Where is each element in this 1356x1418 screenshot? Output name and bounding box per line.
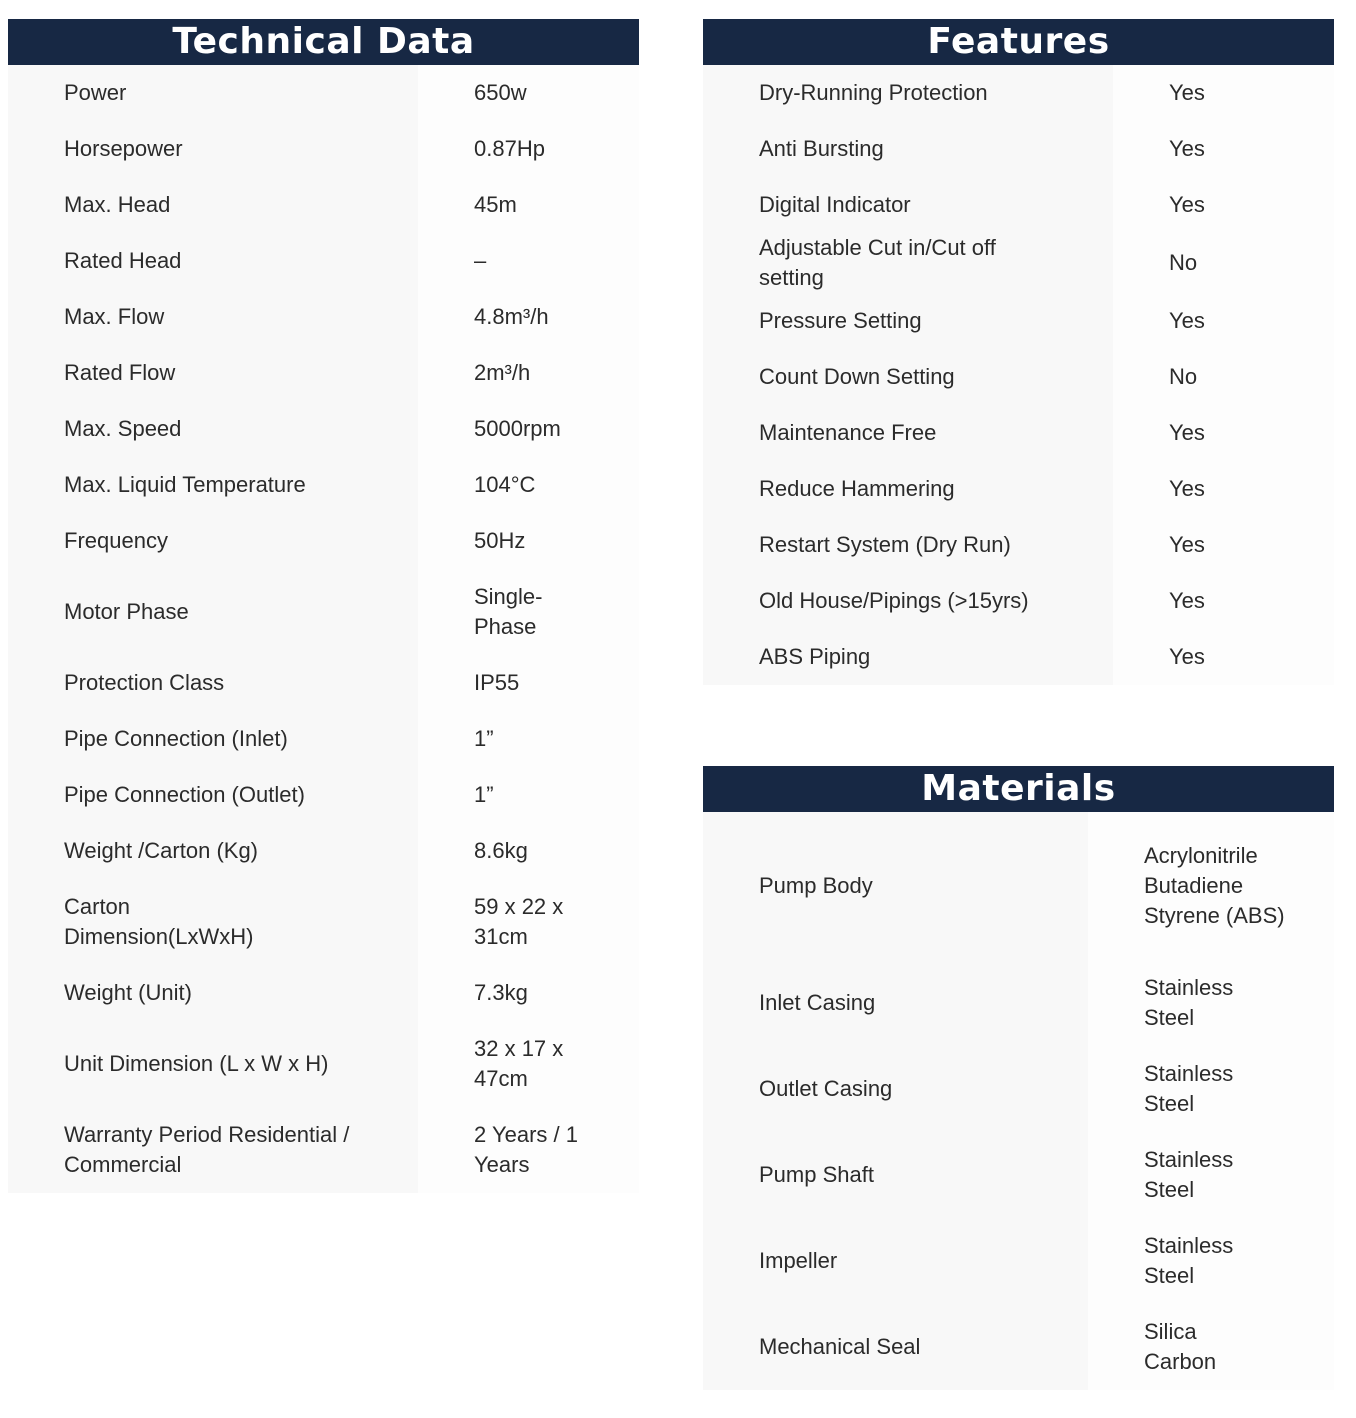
technical-data-panel	[8, 19, 639, 1193]
spec-label: Warranty Period Residential / Commercial	[8, 1107, 418, 1193]
feature-value: Yes	[1113, 121, 1334, 177]
table-row	[703, 177, 1334, 233]
table-row	[8, 1107, 639, 1193]
table-row	[8, 401, 639, 457]
spec-label: Rated Head	[8, 233, 418, 289]
table-row	[8, 655, 639, 711]
table-row	[8, 879, 639, 965]
feature-label: Dry-Running Protection	[703, 65, 1113, 121]
table-row	[8, 823, 639, 879]
feature-label: Digital Indicator	[703, 177, 1113, 233]
feature-value: No	[1113, 349, 1334, 405]
feature-label: Restart System (Dry Run)	[703, 517, 1113, 573]
material-label: Pump Body	[703, 812, 1088, 960]
feature-label: Count Down Setting	[703, 349, 1113, 405]
spec-value: 8.6kg	[418, 823, 639, 879]
table-row	[703, 233, 1334, 293]
features-title: Features	[703, 19, 1334, 65]
table-row	[8, 233, 639, 289]
table-row	[8, 569, 639, 655]
spec-value: IP55	[418, 655, 639, 711]
spec-value: 7.3kg	[418, 965, 639, 1021]
technical-data-title: Technical Data	[8, 19, 639, 65]
material-value: Acrylonitrile Butadiene Styrene (ABS)	[1088, 812, 1334, 960]
feature-label: Reduce Hammering	[703, 461, 1113, 517]
spec-label: Horsepower	[8, 121, 418, 177]
spec-label: Frequency	[8, 513, 418, 569]
spec-value: 5000rpm	[418, 401, 639, 457]
feature-label: ABS Piping	[703, 629, 1113, 685]
table-row	[703, 461, 1334, 517]
spec-value: –	[418, 233, 639, 289]
feature-value: Yes	[1113, 629, 1334, 685]
material-label: Inlet Casing	[703, 960, 1088, 1046]
features-panel	[703, 19, 1334, 685]
table-row	[8, 767, 639, 823]
spec-label: Pipe Connection (Inlet)	[8, 711, 418, 767]
feature-value: Yes	[1113, 517, 1334, 573]
spec-value: 32 x 17 x 47cm	[418, 1021, 639, 1107]
spec-value: 650w	[418, 65, 639, 121]
materials-panel	[703, 766, 1334, 1390]
table-row	[703, 65, 1334, 121]
table-row	[703, 293, 1334, 349]
feature-label: Old House/Pipings (>15yrs)	[703, 573, 1113, 629]
spec-value: Single-Phase	[418, 569, 639, 655]
table-row	[703, 573, 1334, 629]
feature-value: Yes	[1113, 461, 1334, 517]
spec-label: Protection Class	[8, 655, 418, 711]
materials-title: Materials	[703, 766, 1334, 812]
spec-value: 1”	[418, 767, 639, 823]
table-row	[8, 345, 639, 401]
spec-value: 104°C	[418, 457, 639, 513]
feature-label: Anti Bursting	[703, 121, 1113, 177]
table-row	[703, 121, 1334, 177]
material-label: Pump Shaft	[703, 1132, 1088, 1218]
spec-label: Rated Flow	[8, 345, 418, 401]
table-row	[703, 812, 1334, 960]
spec-value: 59 x 22 x 31cm	[418, 879, 639, 965]
table-row	[8, 177, 639, 233]
table-row	[8, 965, 639, 1021]
spec-value: 50Hz	[418, 513, 639, 569]
material-value: Silica Carbon	[1088, 1304, 1334, 1390]
spec-value: 0.87Hp	[418, 121, 639, 177]
feature-value: Yes	[1113, 293, 1334, 349]
spec-value: 1”	[418, 711, 639, 767]
table-row	[703, 960, 1334, 1046]
table-row	[703, 1304, 1334, 1390]
spec-label: Max. Speed	[8, 401, 418, 457]
spec-label: Unit Dimension (L x W x H)	[8, 1021, 418, 1107]
table-row	[703, 629, 1334, 685]
table-row	[8, 711, 639, 767]
feature-label: Adjustable Cut in/Cut off setting	[703, 233, 1113, 293]
table-row	[8, 513, 639, 569]
feature-value: Yes	[1113, 65, 1334, 121]
table-row	[8, 1021, 639, 1107]
table-row	[8, 65, 639, 121]
feature-label: Maintenance Free	[703, 405, 1113, 461]
feature-value: Yes	[1113, 405, 1334, 461]
table-row	[8, 289, 639, 345]
table-row	[8, 121, 639, 177]
spec-label: Pipe Connection (Outlet)	[8, 767, 418, 823]
spec-label: Max. Liquid Temperature	[8, 457, 418, 513]
spec-label: Max. Head	[8, 177, 418, 233]
material-value: Stainless Steel	[1088, 1132, 1334, 1218]
spec-value: 2m³/h	[418, 345, 639, 401]
spec-value: 2 Years / 1 Years	[418, 1107, 639, 1193]
spec-label: Max. Flow	[8, 289, 418, 345]
feature-label: Pressure Setting	[703, 293, 1113, 349]
spec-label: Carton Dimension(LxWxH)	[8, 879, 418, 965]
materials-table	[703, 812, 1334, 1390]
feature-value: Yes	[1113, 177, 1334, 233]
table-row	[703, 405, 1334, 461]
spec-label: Motor Phase	[8, 569, 418, 655]
material-value: Stainless Steel	[1088, 960, 1334, 1046]
technical-data-table	[8, 65, 639, 1193]
spec-value: 4.8m³/h	[418, 289, 639, 345]
spec-label: Power	[8, 65, 418, 121]
spec-label: Weight (Unit)	[8, 965, 418, 1021]
table-row	[703, 1046, 1334, 1132]
features-table	[703, 65, 1334, 685]
table-row	[703, 349, 1334, 405]
material-label: Outlet Casing	[703, 1046, 1088, 1132]
spec-value: 45m	[418, 177, 639, 233]
material-value: Stainless Steel	[1088, 1046, 1334, 1132]
material-value: Stainless Steel	[1088, 1218, 1334, 1304]
table-row	[703, 1218, 1334, 1304]
feature-value: No	[1113, 233, 1334, 293]
table-row	[703, 1132, 1334, 1218]
table-row	[8, 457, 639, 513]
spec-label: Weight /Carton (Kg)	[8, 823, 418, 879]
table-row	[703, 517, 1334, 573]
feature-value: Yes	[1113, 573, 1334, 629]
material-label: Mechanical Seal	[703, 1304, 1088, 1390]
material-label: Impeller	[703, 1218, 1088, 1304]
